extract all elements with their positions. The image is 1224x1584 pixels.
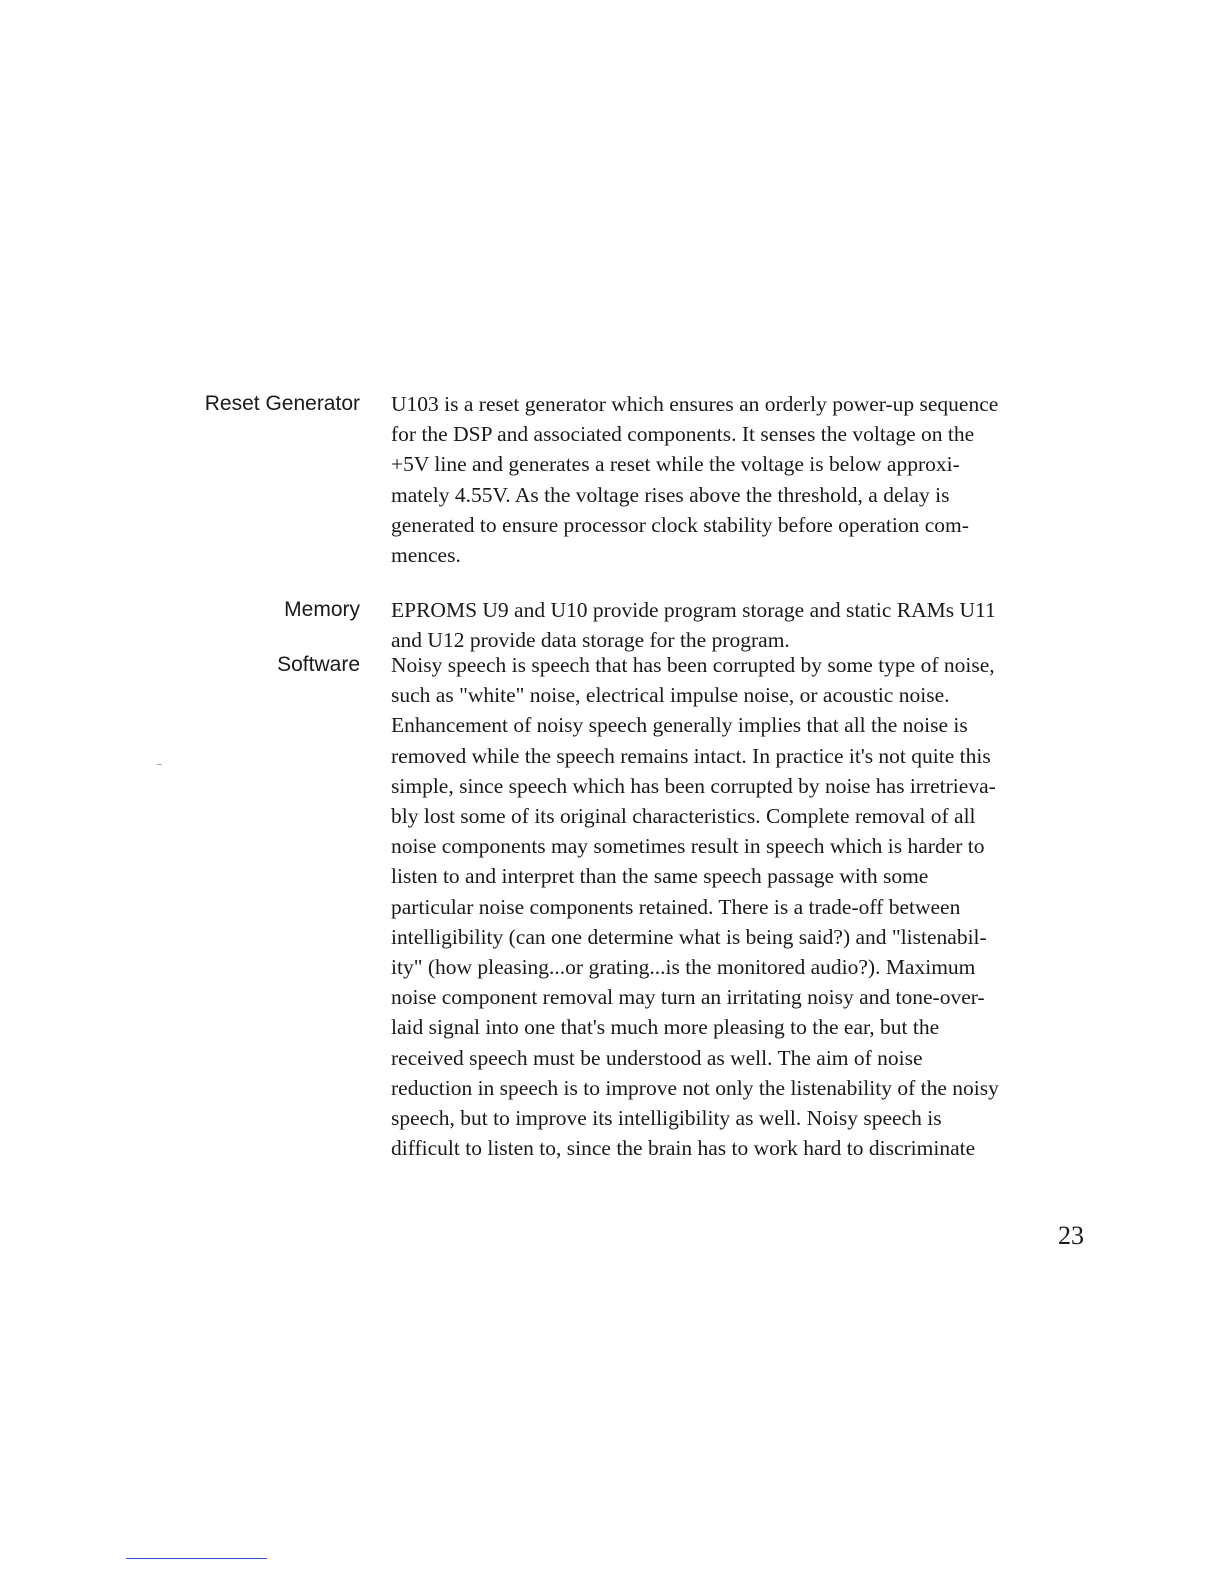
text-line: laid signal into one that's much more pleasing to the ear, but the — [391, 1015, 940, 1040]
text-line: simple, since speech which has been corrupted by noise has irretrieva- — [391, 773, 996, 798]
text-line: Noisy speech is speech that has been corrupted by some type of noise, — [391, 653, 995, 677]
footnote-rule — [126, 1558, 267, 1559]
text-line: mences. — [391, 543, 461, 568]
text-line: +5V line and generates a reset while the voltage is below approxi- — [391, 452, 960, 477]
text-line: removed while the speech remains intact. In practice it's not quite this — [391, 743, 991, 768]
section-heading-software: Software — [277, 653, 360, 676]
text-line: mately 4.55V. As the voltage rises above the threshold, a delay is — [391, 482, 950, 507]
text-line: noise component removal may turn an irritating noisy and tone-over- — [391, 985, 985, 1010]
text-line: noise components may sometimes result in speech which is harder to — [391, 834, 985, 859]
text-line: U103 is a reset generator which ensures an orderly power-up sequence — [391, 392, 999, 416]
text-line: generated to ensure processor clock stability before operation com- — [391, 512, 969, 537]
text-line: difficult to listen to, since the brain has to work hard to discriminate — [391, 1136, 976, 1161]
text-line: for the DSP and associated components. It senses the voltage on the — [391, 422, 975, 447]
margin-mark — [157, 764, 162, 765]
text-line: intelligibility (can one determine what is being said?) and "listenabil- — [391, 924, 987, 949]
paragraph-software — [391, 650, 1091, 1163]
text-line: and U12 provide data storage for the program. — [391, 628, 790, 653]
text-line: particular noise components retained. There is a trade-off between — [391, 894, 961, 919]
paragraph-reset-generator — [391, 389, 1091, 570]
page-number: 23 — [1058, 1221, 1084, 1250]
text-line: reduction in speech is to improve not only the listenability of the noisy — [391, 1075, 999, 1100]
text-line: such as "white" noise, electrical impulse noise, or acoustic noise. — [391, 683, 950, 708]
paragraph-memory — [391, 595, 1091, 655]
text-line: listen to and interpret than the same speech passage with some — [391, 864, 929, 889]
text-line: received speech must be understood as well. The aim of noise — [391, 1045, 923, 1070]
text-line: Enhancement of noisy speech generally implies that all the noise is — [391, 713, 968, 738]
section-heading-reset-generator: Reset Generator — [204, 392, 360, 415]
text-line: speech, but to improve its intelligibility as well. Noisy speech is — [391, 1106, 942, 1131]
section-heading-memory: Memory — [284, 598, 360, 621]
text-line: ity" (how pleasing...or grating...is the monitored audio?). Maximum — [391, 955, 976, 980]
text-line: bly lost some of its original characteristics. Complete removal of all — [391, 804, 976, 829]
text-line: EPROMS U9 and U10 provide program storage and static RAMs U11 — [391, 598, 996, 622]
